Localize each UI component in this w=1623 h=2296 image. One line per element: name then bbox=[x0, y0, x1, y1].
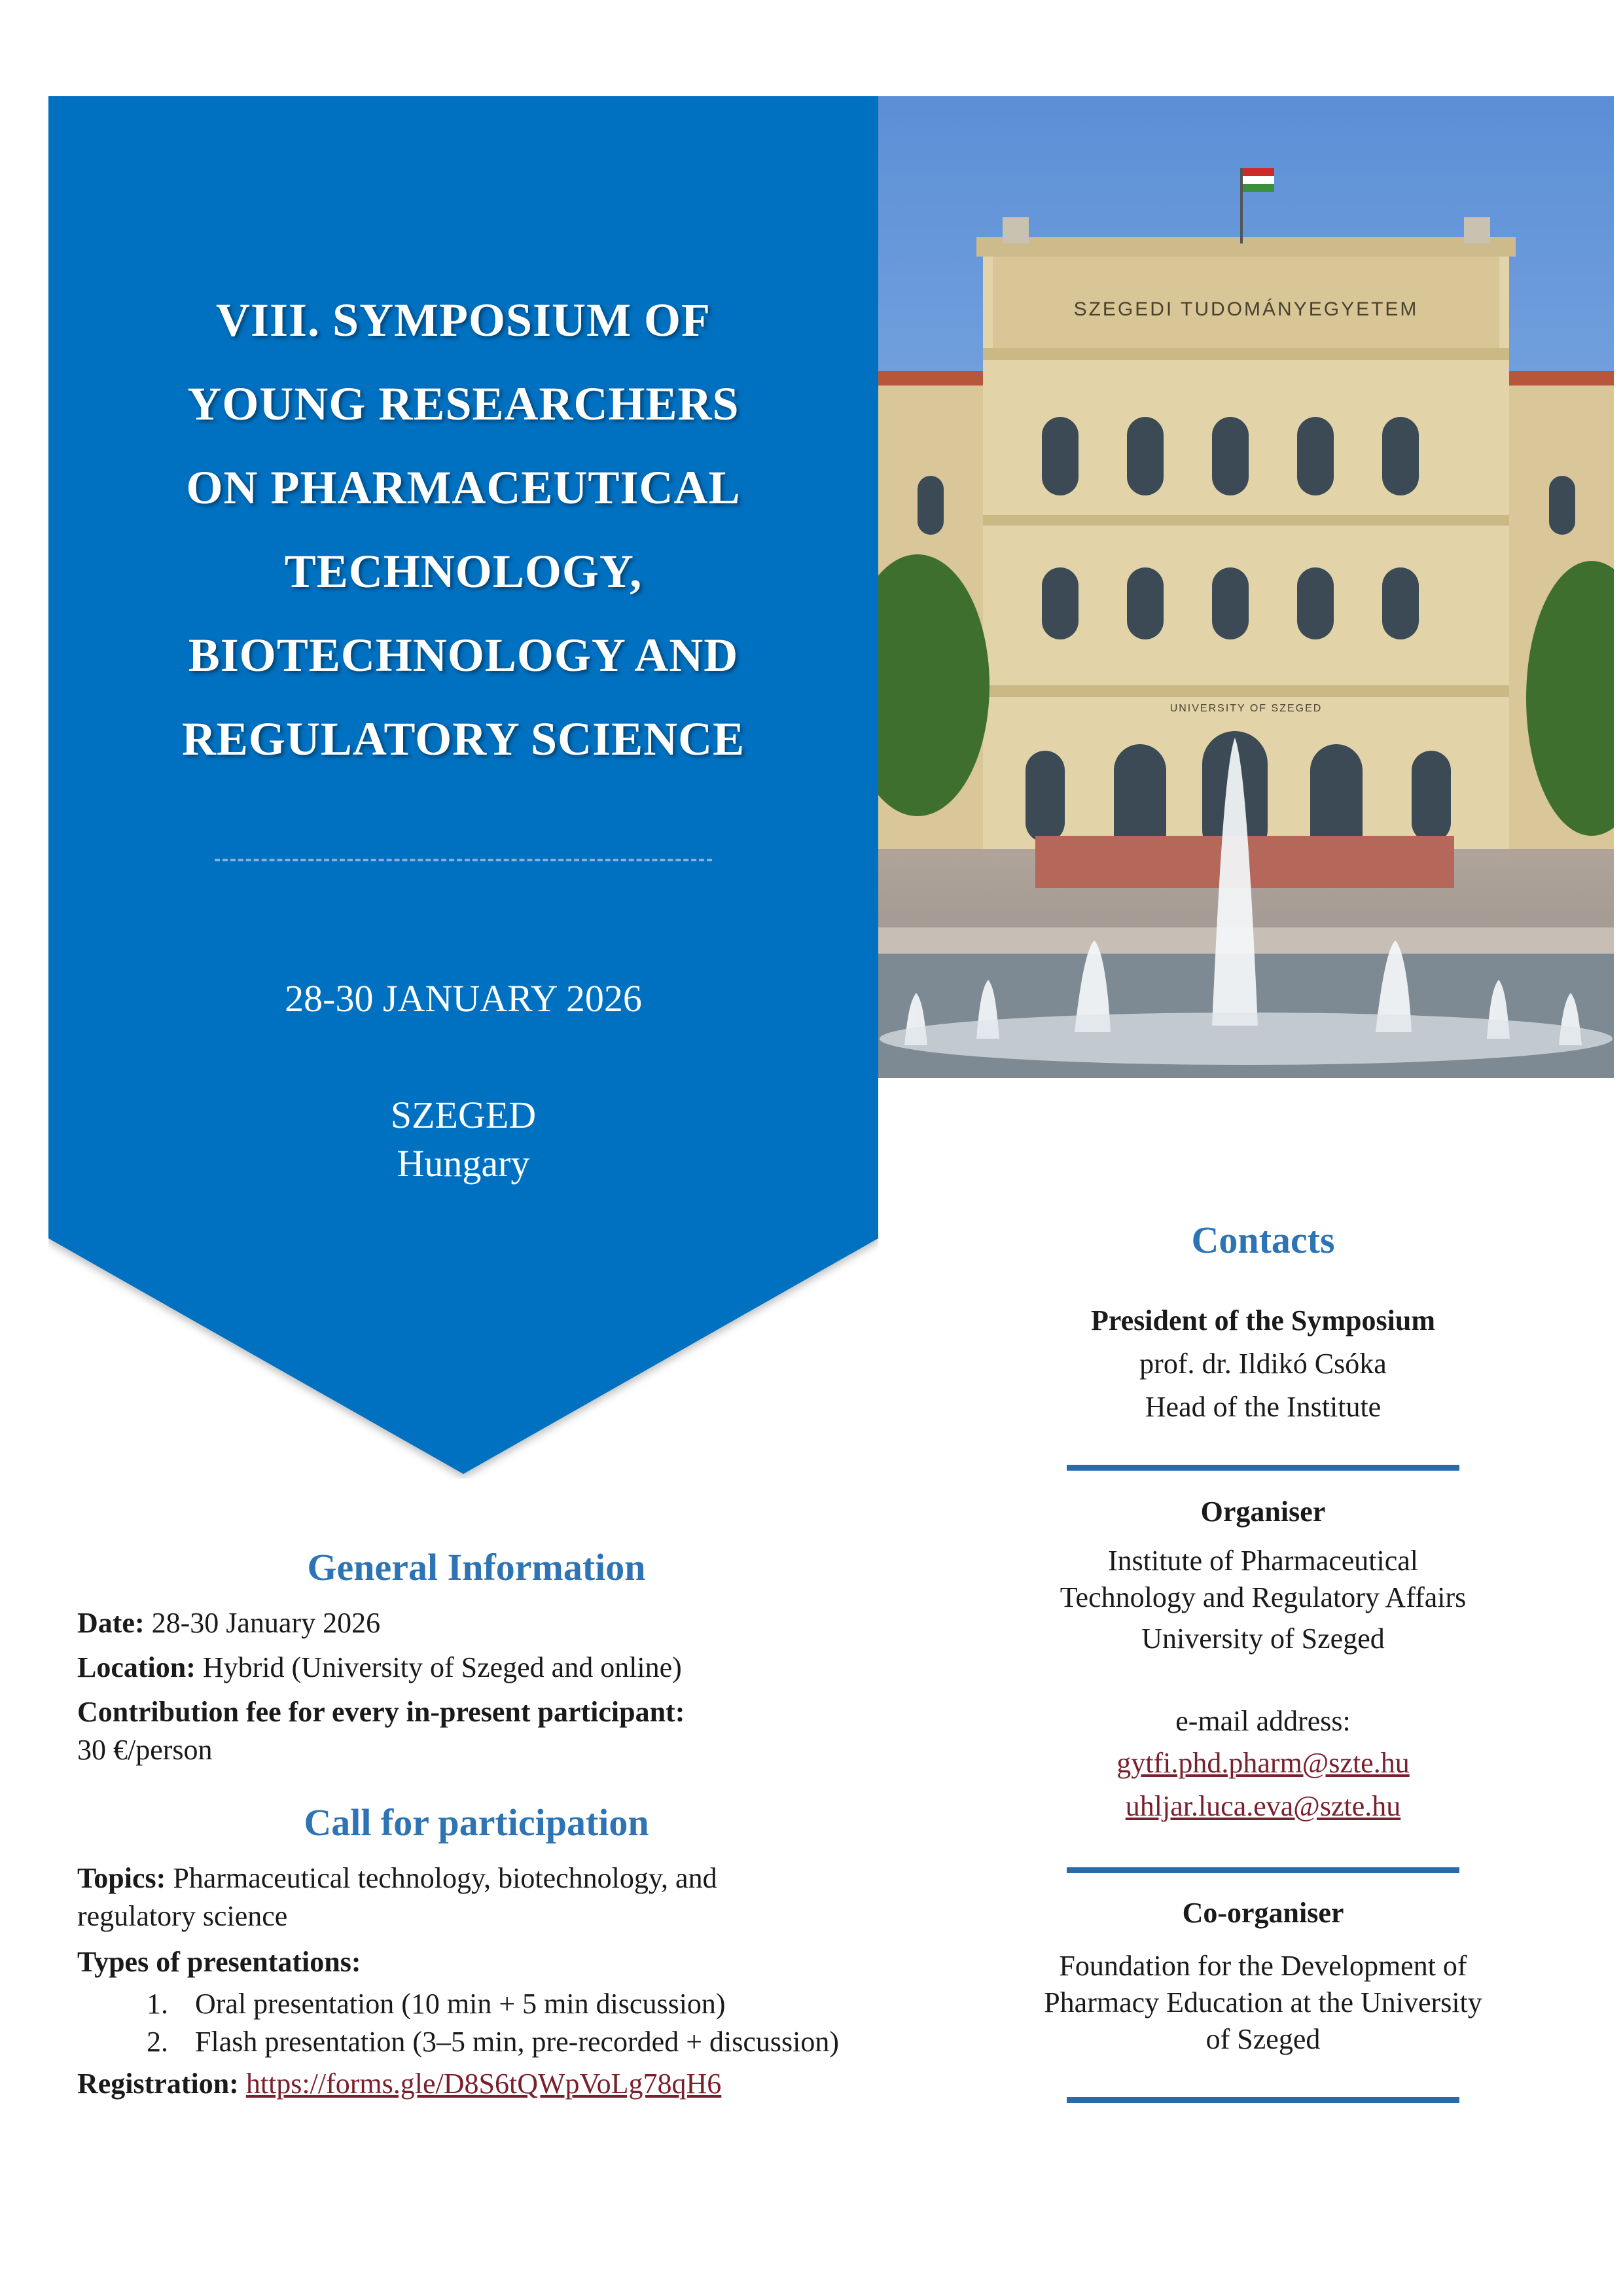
section-rule bbox=[1067, 2097, 1459, 2103]
coorganiser-line: of Szeged bbox=[1205, 2023, 1321, 2055]
fee-value: 30 €/person bbox=[77, 1734, 213, 1766]
title-line: REGULATORY SCIENCE bbox=[181, 713, 745, 765]
registration-link[interactable]: https://forms.gle/D8S6tQWpVoLg78qH6 bbox=[245, 2068, 722, 2100]
organiser-line: Technology and Regulatory Affairs bbox=[1060, 1581, 1467, 1613]
general-heading: General Information bbox=[307, 1546, 646, 1588]
topics-label: Topics: bbox=[77, 1862, 166, 1894]
title-line: TECHNOLOGY, bbox=[284, 545, 643, 598]
contacts-heading: Contacts bbox=[1191, 1219, 1335, 1261]
types-label: Types of presentations: bbox=[77, 1946, 361, 1978]
title-line: YOUNG RESEARCHERS bbox=[187, 378, 740, 430]
contacts-panel bbox=[982, 1214, 1544, 2103]
section-rule bbox=[1067, 1867, 1459, 1873]
location-label: Location: bbox=[77, 1651, 196, 1683]
fee-label: Contribution fee for every in-present participant: bbox=[77, 1696, 685, 1728]
title-line: VIII. SYMPOSIUM OF bbox=[215, 294, 711, 346]
location-value: Hybrid (University of Szeged and online) bbox=[195, 1651, 682, 1683]
email-label: e-mail address: bbox=[1175, 1705, 1351, 1737]
event-city: SZEGED bbox=[390, 1094, 537, 1136]
fee-row bbox=[77, 1693, 954, 1769]
president-name: prof. dr. Ildikó Csóka bbox=[1139, 1348, 1387, 1380]
event-banner bbox=[48, 96, 878, 1479]
presentation-types-list bbox=[77, 1985, 954, 2061]
coorganiser-block bbox=[982, 1892, 1544, 2058]
email-link-uhljar[interactable]: uhljar.luca.eva@szte.hu bbox=[1125, 1790, 1401, 1822]
general-information-section bbox=[77, 1541, 954, 2103]
coorganiser-line: Pharmacy Education at the University bbox=[1044, 1986, 1482, 2018]
organiser-block bbox=[982, 1490, 1544, 1828]
call-heading: Call for participation bbox=[304, 1801, 649, 1844]
registration-row bbox=[77, 2065, 954, 2103]
president-position: Head of the Institute bbox=[1145, 1391, 1382, 1423]
organiser-line: University of Szeged bbox=[1141, 1623, 1385, 1655]
coorganiser-line: Foundation for the Development of bbox=[1059, 1950, 1467, 1982]
date-label: Date: bbox=[77, 1607, 145, 1639]
title-line: BIOTECHNOLOGY AND bbox=[188, 629, 739, 681]
date-value: 28-30 January 2026 bbox=[144, 1607, 381, 1639]
presentation-type-item: 1. Oral presentation (10 min + 5 min discussion) bbox=[175, 1985, 954, 2023]
title-line: ON PHARMACEUTICAL bbox=[186, 461, 741, 514]
university-building-photo bbox=[878, 96, 1614, 1078]
coorganiser-role: Co-organiser bbox=[1182, 1897, 1344, 1929]
entrance-inscription: UNIVERSITY OF SZEGED bbox=[1169, 703, 1323, 714]
organiser-line: Institute of Pharmaceutical bbox=[1107, 1545, 1419, 1577]
topics-value: Pharmaceutical technology, biotechnology, and bbox=[166, 1862, 717, 1894]
president-role: President of the Symposium bbox=[1091, 1304, 1435, 1336]
event-country: Hungary bbox=[397, 1142, 530, 1185]
event-location bbox=[48, 1091, 878, 1188]
registration-label: Registration: bbox=[77, 2068, 239, 2100]
banner-divider bbox=[215, 859, 712, 861]
topics-row bbox=[77, 1859, 954, 1935]
topics-value-cont: regulatory science bbox=[77, 1900, 288, 1932]
event-title bbox=[120, 278, 806, 781]
presentation-type-item: 2. Flash presentation (3–5 min, pre-recorded + discussion) bbox=[175, 2023, 954, 2061]
location-row bbox=[77, 1649, 954, 1687]
building-inscription: SZEGEDI TUDOMÁNYEGYETEM bbox=[1073, 298, 1419, 320]
email-link-phd[interactable]: gytfi.phd.pharm@szte.hu bbox=[1116, 1747, 1410, 1779]
event-date: 28-30 JANUARY 2026 bbox=[285, 977, 642, 1020]
organiser-role: Organiser bbox=[1200, 1496, 1326, 1528]
president-block bbox=[982, 1299, 1544, 1429]
date-row bbox=[77, 1604, 954, 1642]
section-rule bbox=[1067, 1465, 1459, 1471]
